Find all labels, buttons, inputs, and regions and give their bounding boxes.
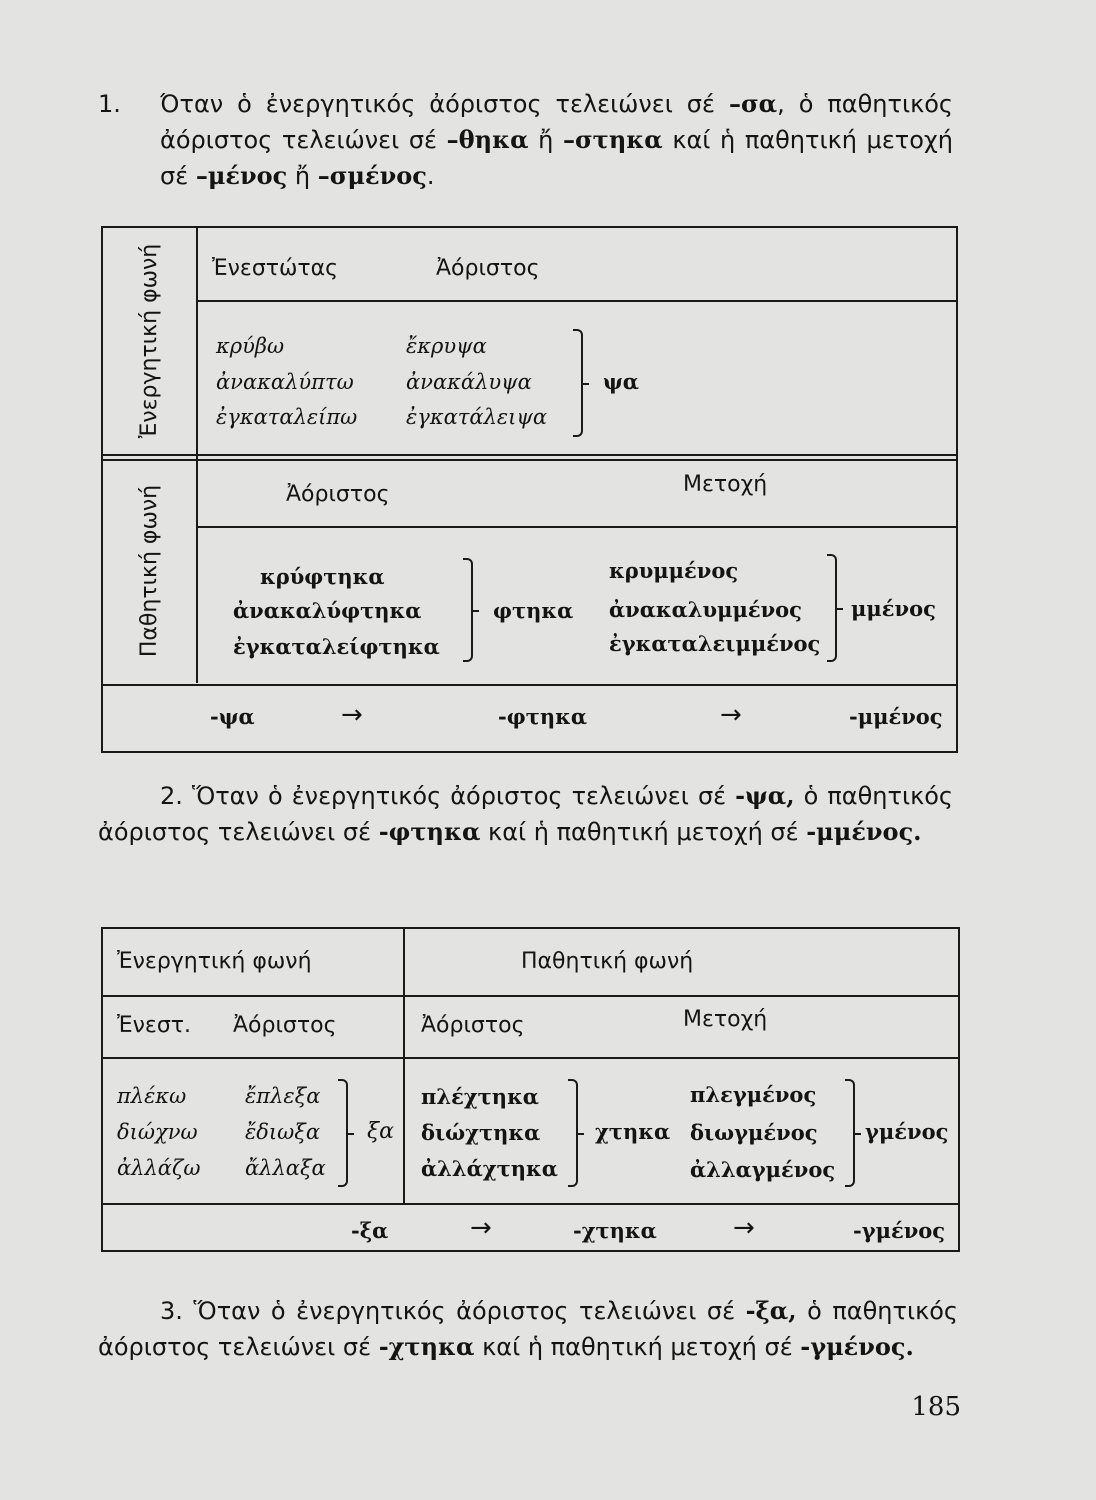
arrow-icon: →	[733, 1213, 755, 1243]
summary-active: -ξα	[351, 1218, 389, 1243]
passive-aorist-ending: χτηκα	[595, 1119, 671, 1144]
page-number: 185	[911, 1392, 961, 1422]
header-passive-aorist: Ἀόριστος	[421, 1013, 525, 1038]
participle-form: ἐγκαταλειμμένος	[609, 631, 821, 656]
summary-participle: -γμένος	[853, 1218, 946, 1243]
header-passive-voice: Παθητική φωνή	[521, 949, 694, 974]
passive-aorist-form: ἐγκαταλείφτηκα	[233, 634, 440, 659]
aorist-form: ἔδιωξα	[245, 1120, 321, 1144]
rule-1-text: Όταν ὁ ἐνεργητικός ἀόριστος τελειώνει σέ –σα, ὁ παθητικός ἀόριστος τελειώνει σέ –θηκα ἤ –στηκα καί ἡ παθητική μετοχή σέ –μένος ἤ –σμένος.	[160, 89, 954, 190]
rule-1-paragraph	[98, 86, 953, 194]
present-form: ἀνακαλύπτω	[216, 370, 354, 394]
active-voice-label: Ἐνεργητική φωνή	[137, 243, 162, 439]
active-ending: ξα	[367, 1119, 394, 1144]
participle-form: ἀνακαλυμμένος	[609, 597, 802, 622]
aorist-form: ἐγκατάλειψα	[406, 405, 548, 429]
brace	[573, 329, 583, 437]
passive-aorist-form: διώχτηκα	[421, 1120, 541, 1145]
passive-aorist-form: ἀλλάχτηκα	[421, 1156, 558, 1181]
header-participle: Μετοχή	[683, 472, 768, 497]
present-form: πλέκω	[117, 1084, 187, 1108]
header-present-abbr: Ἐνεστ.	[117, 1013, 192, 1038]
arrow-icon: →	[341, 700, 363, 730]
table-xa-endings	[101, 927, 960, 1252]
aorist-form: ἀνακάλυψα	[406, 370, 532, 394]
passive-aorist-form: ἀνακαλύφτηκα	[233, 598, 422, 623]
participle-form: ἀλλαγμένος	[690, 1157, 836, 1182]
brace	[845, 1079, 855, 1187]
participle-ending: γμένος	[865, 1119, 949, 1144]
header-present: Ἐνεστώτας	[212, 256, 339, 281]
rule-3-paragraph: 3. Ὅταν ὁ ἐνεργητικός ἀόριστος τελειώνει σέ -ξα, ὁ παθητικός ἀόριστος τελειώνει σέ -χτηκα καί ἡ παθητική μετοχή σέ -γμένος.	[98, 1296, 959, 1361]
present-form: κρύβω	[216, 334, 285, 358]
header-participle: Μετοχή	[683, 1007, 768, 1032]
aorist-form: ἔπλεξα	[245, 1084, 321, 1108]
summary-active: -ψα	[210, 704, 255, 729]
table-psa-endings	[101, 226, 958, 753]
summary-participle: -μμένος	[849, 704, 943, 729]
present-form: διώχνω	[117, 1120, 198, 1144]
participle-form: κρυμμένος	[609, 558, 739, 583]
arrow-icon: →	[720, 700, 742, 730]
participle-form: πλεγμένος	[690, 1082, 817, 1107]
present-form: ἀλλάζω	[117, 1156, 201, 1180]
aorist-form: ἔκρυψα	[406, 334, 487, 358]
brace	[463, 558, 473, 662]
passive-aorist-ending: φτηκα	[493, 598, 574, 623]
header-passive-aorist: Ἀόριστος	[286, 482, 390, 507]
active-ending: ψα	[603, 369, 639, 394]
arrow-icon: →	[470, 1213, 492, 1243]
rule-1-number: 1.	[98, 90, 121, 118]
header-aorist: Ἀόριστος	[436, 256, 540, 281]
participle-ending: μμένος	[851, 596, 936, 621]
passive-aorist-form: κρύφτηκα	[260, 564, 385, 589]
rule-2-paragraph: 2. Ὅταν ὁ ἐνεργητικός ἀόριστος τελειώνει σέ -ψα, ὁ παθητικός ἀόριστος τελειώνει σέ -φτηκα καί ἡ παθητική μετοχή σέ -μμένος.	[98, 781, 953, 846]
passive-voice-label: Παθητική φωνή	[137, 484, 162, 658]
aorist-form: ἄλλαξα	[245, 1156, 326, 1180]
passive-aorist-form: πλέχτηκα	[421, 1084, 539, 1109]
present-form: ἐγκαταλείπω	[216, 405, 358, 429]
summary-passive-aorist: -φτηκα	[498, 704, 588, 729]
brace	[568, 1079, 578, 1187]
brace	[827, 554, 837, 662]
participle-form: διωγμένος	[690, 1120, 818, 1145]
header-active-voice: Ἐνεργητική φωνή	[117, 949, 312, 974]
summary-passive-aorist: -χτηκα	[573, 1218, 657, 1243]
brace	[338, 1079, 348, 1187]
header-aorist: Ἀόριστος	[233, 1013, 337, 1038]
